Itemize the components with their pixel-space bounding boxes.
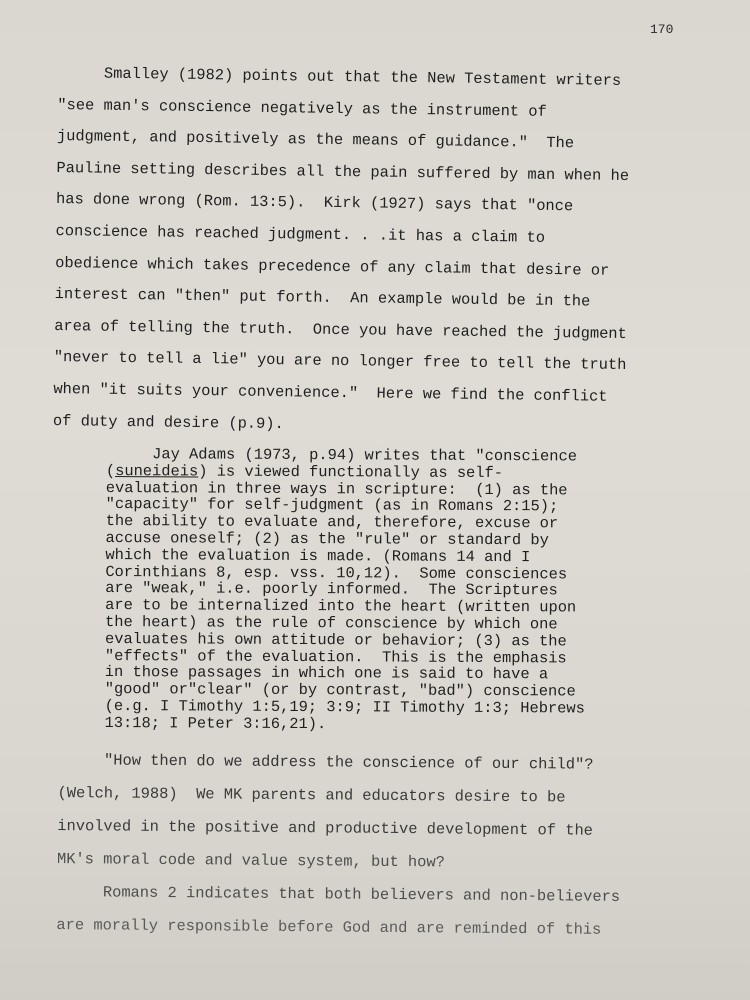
quote-line: are to be internalized into the heart (written upon — [105, 596, 577, 617]
text-line: "How then do we address the conscience of our child"? — [57, 750, 594, 774]
quote-line: Jay Adams (1973, p.94) writes that "conscience — [105, 445, 578, 466]
quote-line: (e.g. I Timothy 1:5,19; 3:9; II Timothy 1:3; Hebrews — [104, 696, 585, 718]
text-line: are morally responsible before God and are reminded of this — [56, 915, 602, 939]
block-quote-jay-adams — [105, 446, 666, 734]
quote-line: "good" or"clear" (or by contrast, "bad") conscience — [104, 680, 576, 701]
text-line: has done wrong (Rom. 13:5). Kirk (1927) says that "once — [55, 190, 574, 216]
text-line: area of telling the truth. Once you have reached the judgment — [54, 316, 627, 343]
quote-line: 13:18; I Peter 3:16,21). — [104, 713, 327, 733]
text-line: when "it suits your convenience." Here we find the conflict — [53, 379, 608, 406]
quote-line: Corinthians 8, esp. vss. 10,12). Some consciences — [105, 562, 568, 583]
quote-line: are "weak," i.e. poorly informed. The Scriptures — [105, 579, 558, 600]
text-line: interest can "then" put forth. An example would be in the — [54, 285, 591, 311]
quote-text: ) is viewed functionally as self- — [198, 462, 504, 482]
underlined-term: suneideis — [115, 461, 199, 481]
text-line: MK's moral code and value system, but how? — [56, 849, 445, 872]
quote-line: which the evaluation is made. (Romans 14 and I — [105, 545, 531, 567]
quote-line: evaluates his own attitude or behavior; (3) as the — [104, 629, 567, 651]
text-line: involved in the positive and productive development of the — [57, 816, 594, 840]
paragraph-smalley-kirk — [53, 58, 698, 446]
text-line: of duty and desire (p.9). — [52, 411, 284, 433]
quote-line: evaluation in three ways in scripture: (1) as the — [105, 478, 568, 500]
quote-line: the heart) as the rule of conscience by which one — [105, 612, 558, 634]
text-line: obedience which takes precedence of any claim that desire or — [55, 253, 610, 280]
text-line: (Welch, 1988) We MK parents and educators desire to be — [57, 783, 566, 807]
text-line: "never to tell a lie" you are no longer free to tell the truth — [53, 348, 627, 375]
quote-line: the ability to evaluate and, therefore, excuse or — [105, 512, 559, 533]
quote-text: ( — [105, 461, 116, 480]
page-number: 170 — [650, 22, 674, 37]
text-line: "see man's conscience negatively as the instrument of — [57, 95, 547, 121]
quote-line: accuse oneself; (2) as the "rule" or standard by — [105, 528, 549, 550]
text-line: Romans 2 indicates that both believers and non-believers — [56, 882, 621, 906]
paragraph-how-then — [56, 744, 698, 948]
text-line: conscience has reached judgment. . .it has a claim to — [55, 221, 546, 247]
quote-line: "capacity" for self-judgment (as in Romans 2:15); — [105, 495, 559, 516]
text-line: judgment, and positively as the means of guidance." The — [56, 127, 575, 153]
text-line: Smalley (1982) points out that the New Testament writers — [57, 63, 622, 90]
quote-line: "effects" of the evaluation. This is the emphasis — [104, 646, 567, 667]
quote-line: in those passages in which one is said to have a — [104, 663, 549, 684]
text-line: Pauline setting describes all the pain suffered by man when he — [56, 158, 630, 185]
